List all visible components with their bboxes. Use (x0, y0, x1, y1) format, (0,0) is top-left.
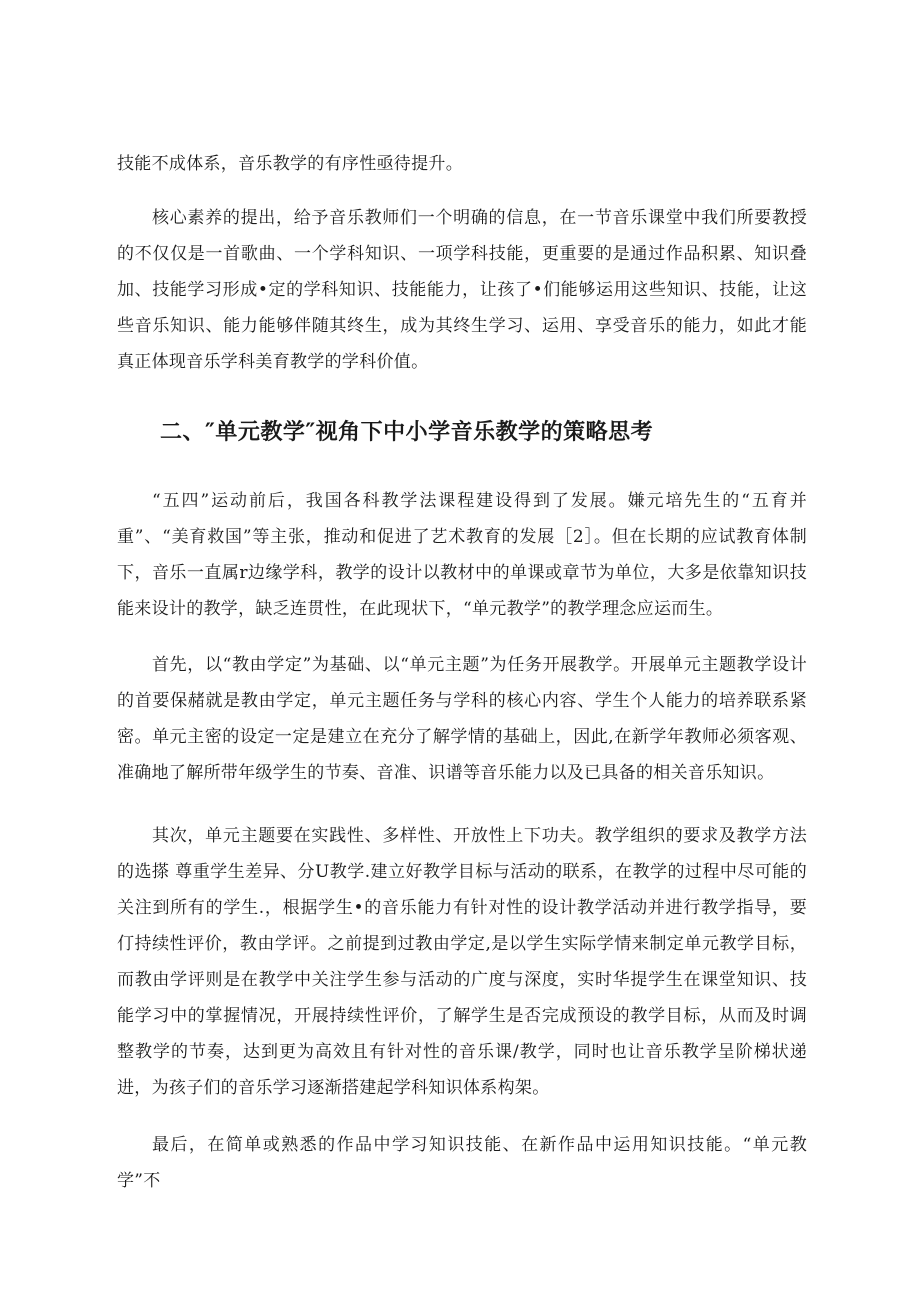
paragraph-third-strategy: 最后，在简单或熟悉的作品中学习知识技能、在新作品中运用知识技能。“单元教学”不 (117, 1135, 807, 1191)
paragraph-second-strategy: 其次，单元主题要在实践性、多样性、开放性上下功夫。教学组织的要求及教学方法的选搽 尊重学生差异、分U教学.建立好教学目标与活动的联系，在教学的过程中尽可能的关注到所有的学生.，根据学生•的音乐能力有针对性的设计教学活动并进行教学指导，要仃持续性评价，教由学评。之前提到过教由学定,是以学生实际学情来制定单元教学目标，而教由学评则是在教学中关注学生参与活动的广度与深度，实时华提学生在课堂知识、技能学习中的掌握情况，开展持续性评价，了解学生是否完成预设的教学目标，从而及时调整教学的节奏，达到更为高效且有针对性的音乐课/教学，同时也让音乐教学呈阶梯状递进，为孩子们的音乐学习逐渐搭建起学科知识体系构架。 (117, 826, 807, 1098)
paragraph-first-strategy: 首先，以“教由学定”为基础、以“单元主题”为任务开展教学。开展单元主题教学设计的首要保赭就是教由学定，单元主题任务与学科的核心内容、学生个人能力的培养联系紧密。单元主密的设定一定是建立在充分了解学情的基础上，因此,在新学年教师必须客观、准确地了解所带年级学生的节奏、音准、识谱等音乐能力以及已具备的相关音乐知识。 (117, 655, 807, 783)
paragraph-core-literacy: 核心素养的提出，给予音乐教师们一个明确的信息，在一节音乐课堂中我们所要教授的不仅仅是一首歌曲、一个学科知识、一项学科技能，更重要的是通过作品积累、知识叠加、技能学习形成•定的学科知识、技能能力，让孩了•们能够运用这些知识、技能，让这些音乐知识、能力能够伴随其终生，成为其终生学习、运用、享受音乐的能力，如此才能真正体现音乐学科美育教学的学科价值。 (117, 208, 807, 372)
section-heading: 二、″单元教学″视角下中小学音乐教学的策略思考 (160, 419, 654, 445)
paragraph-continuation: 技能不成体系，音乐教学的有序性亟待提升。 (117, 154, 463, 174)
paragraph-history: “五四”运动前后，我国各科教学法课程建设得到了发展。嫌元培先生的“五育并重”、“美育救国”等主张，推动和促进了艺术教育的发展［2］。但在长期的应试教育体制下，音乐一直属r边缘学科，教学的设计以教材中的单课或章节为单位，大多是依靠知识技能来设计的教学，缺乏连贯性，在此现状下，“单元教学”的教学理念应运而生。 (117, 491, 807, 619)
